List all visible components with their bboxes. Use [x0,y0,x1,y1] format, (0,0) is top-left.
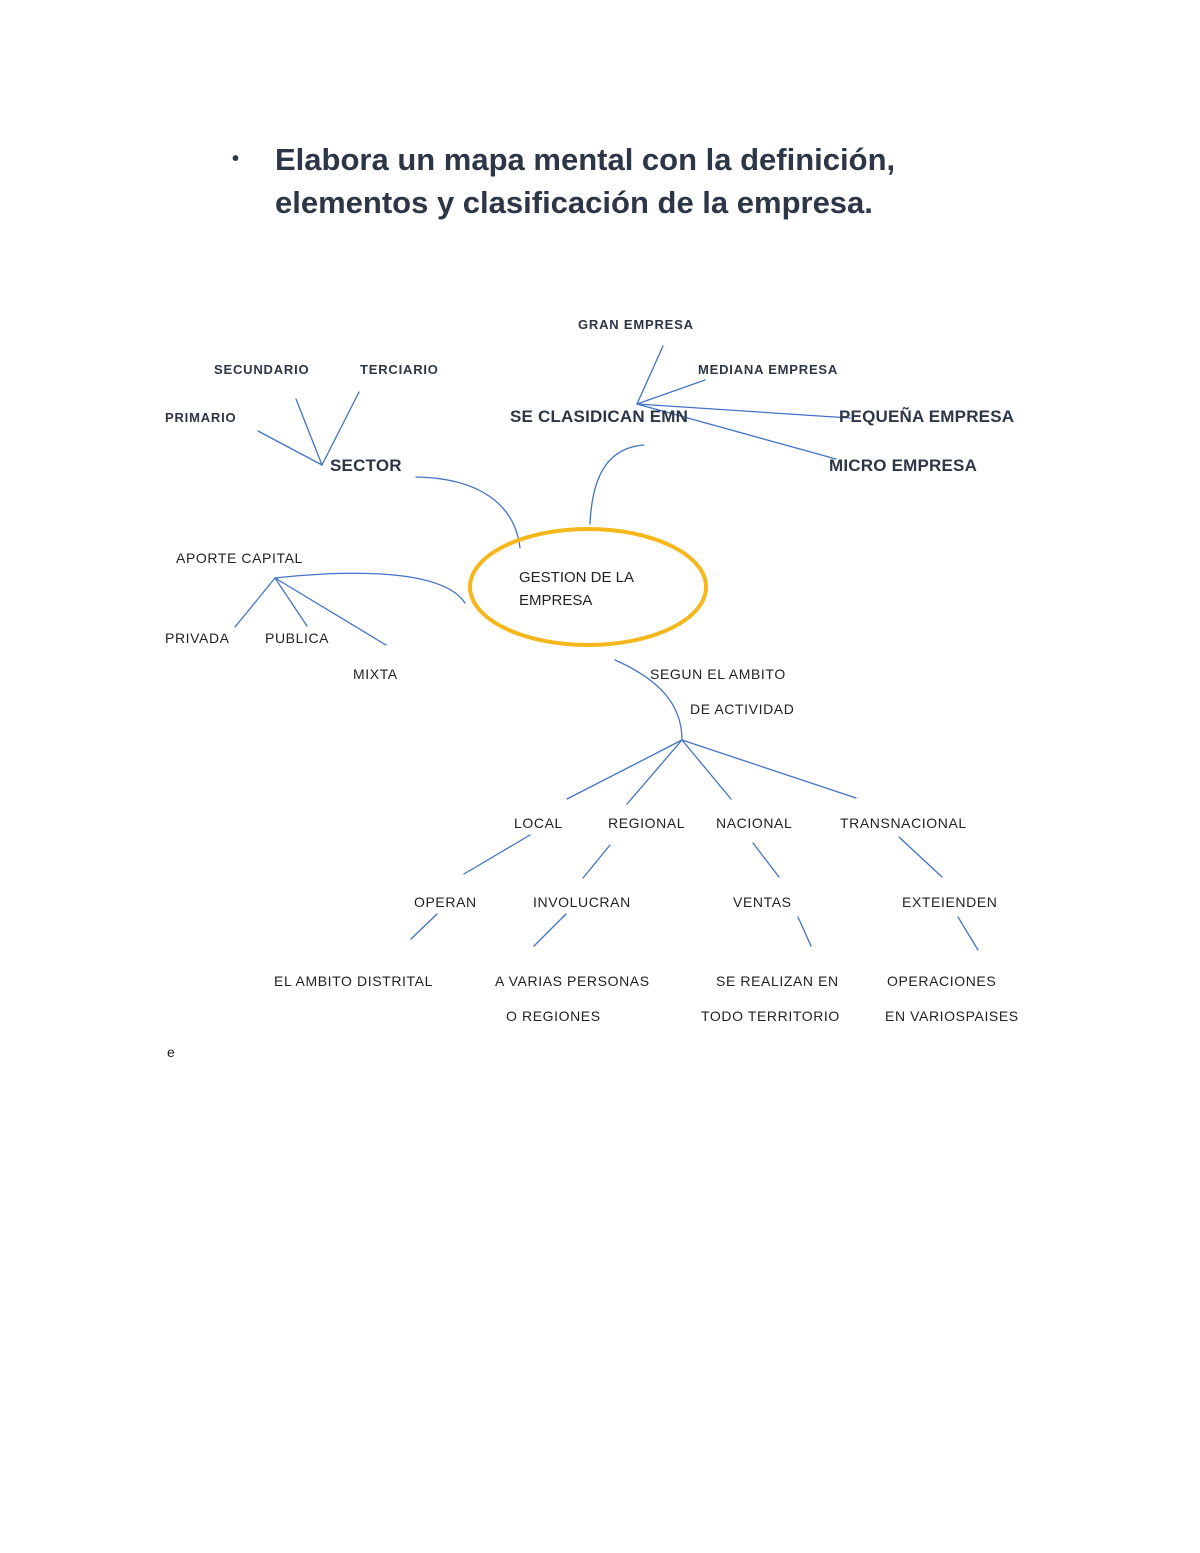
scope-title-line-2: DE ACTIVIDAD [690,701,795,717]
sector-title: SECTOR [330,456,402,475]
connector-capital-privada [235,578,275,627]
sector-item-secundario: SECUNDARIO [214,362,310,377]
scope-detail-nacional-line-1: SE REALIZAN EN [716,973,839,989]
scope-level-transnacional: TRANSNACIONAL [840,815,967,831]
scope-verb-involucran: INVOLUCRAN [533,894,631,910]
connector-exteienden-detail [958,917,978,950]
heading-line-2: elementos y clasificación de la empresa. [275,185,873,220]
connector-size-gran [637,346,663,404]
connector-sector-center [416,477,520,548]
size-item-gran: GRAN EMPRESA [578,317,694,332]
connector-scope-transnacional [682,740,856,798]
scope-level-local: LOCAL [514,815,563,831]
scope-verb-ventas: VENTAS [733,894,792,910]
connector-sector-primario [258,431,322,465]
connector-scope-regional [627,740,682,804]
connector-sector-terciario [322,392,359,465]
sector-item-primario: PRIMARIO [165,410,237,425]
connector-sector-secundario [296,399,322,465]
size-item-mediana: MEDIANA EMPRESA [698,362,839,377]
size-item-micro: MICRO EMPRESA [829,456,978,475]
size-item-pequena: PEQUEÑA EMPRESA [839,407,1015,426]
connector-scope-local [567,740,682,799]
connector-size-center [590,445,644,524]
capital-item-mixta: MIXTA [353,666,398,682]
scope-detail-transnacional-line-1: OPERACIONES [887,973,997,989]
capital-title: APORTE CAPITAL [176,550,303,566]
center-label-line-2: EMPRESA [519,592,593,609]
scope-verb-exteienden: EXTEIENDEN [902,894,998,910]
connector-regional-involucran [583,845,610,878]
heading-line-1: Elabora un mapa mental con la definición, [275,142,896,177]
scope-detail-local-line-1: EL AMBITO DISTRITAL [274,973,433,989]
connector-ventas-detail [798,917,811,946]
scope-level-nacional: NACIONAL [716,815,793,831]
bullet-icon: • [232,148,240,170]
connector-involucran-detail [534,914,566,946]
connector-local-operan [464,835,530,874]
connector-nacional-ventas [753,843,779,877]
scope-detail-transnacional-line-2: EN VARIOSPAISES [885,1008,1019,1024]
scope-level-regional: REGIONAL [608,815,686,831]
center-node [519,566,679,612]
connector-transnacional-exteienden [899,837,942,877]
scope-detail-nacional-line-2: TODO TERRITORIO [701,1008,840,1024]
scope-detail-regional-line-1: A VARIAS PERSONAS [495,973,650,989]
capital-item-privada: PRIVADA [165,630,230,646]
scope-verb-operan: OPERAN [414,894,477,910]
stray-character: e [167,1044,176,1060]
size-title: SE CLASIDICAN EMN [510,407,689,426]
connector-capital-publica [275,578,307,626]
scope-detail-regional-line-2: O REGIONES [506,1008,601,1024]
connector-size-mediana [637,380,705,404]
connector-capital-center [275,573,465,603]
scope-title-line-1: SEGUN EL AMBITO [650,666,786,682]
connector-operan-detail [411,914,437,939]
capital-item-publica: PUBLICA [265,630,330,646]
center-label-line-1: GESTION DE LA [519,569,635,586]
sector-item-terciario: TERCIARIO [360,362,439,377]
